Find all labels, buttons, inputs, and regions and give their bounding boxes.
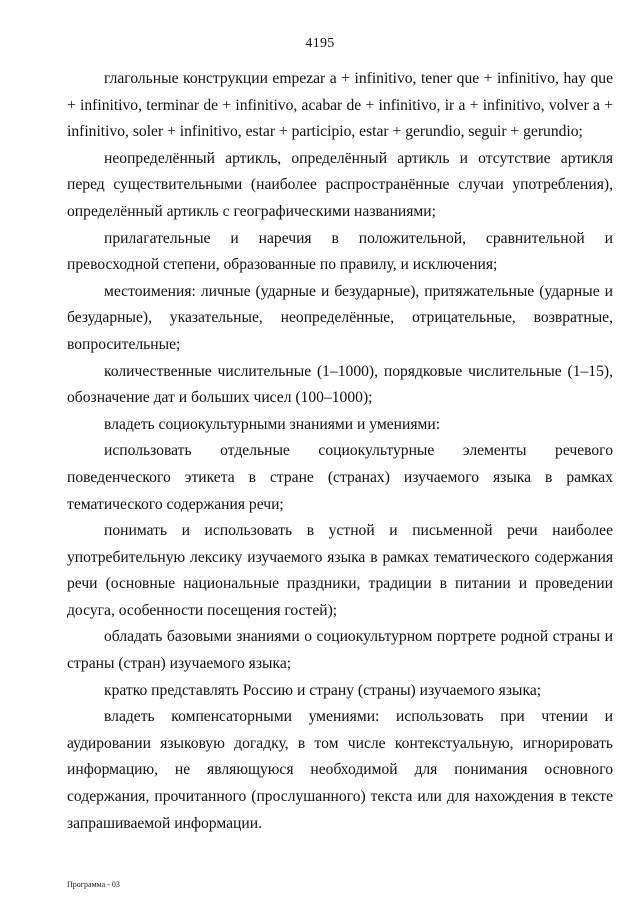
paragraph-articles: неопределённый артикль, определённый артикль и отсутствие артикля перед существительными (наиболее распространённые случаи употребления), определённый артикль с географическими названиями;	[67, 149, 613, 220]
paragraph-present-russia: кратко представлять Россию и страну (страны) изучаемого языка;	[104, 681, 542, 699]
paragraph-adjectives-adverbs: прилагательные и наречия в положительной, сравнительной и превосходной степени, образованные по правилу, и исключения;	[67, 229, 613, 274]
paragraph-speech-etiquette: использовать отдельные социокультурные элементы речевого поведенческого этикета в стране (странах) изучаемого языка в рамках тематического содержания речи;	[67, 442, 613, 513]
paragraph-compensatory-skills: владеть компенсаторными умениями: использовать при чтении и аудировании языковую догадку, в том числе контекстуальную, игнорировать информацию, не являющуюся необходимой для понимания основного содержания, прочитанного (прослушанного) текста или для нахождения в тексте запрашиваемой информации.	[67, 708, 613, 832]
page-footer: Программа - 03	[67, 880, 120, 889]
paragraph-sociocultural-heading: владеть социокультурными знаниями и умениями:	[104, 415, 441, 433]
paragraph-pronouns: местоимения: личные (ударные и безударные), притяжательные (ударные и безударные), указательные, неопределённые, отрицательные, возвратные, вопросительные;	[67, 282, 613, 353]
document-body	[67, 66, 613, 837]
page-number: 4195	[305, 36, 335, 51]
paragraph-verb-constructions: глагольные конструкции empezar a + infinitivo, tener que + infinitivo, hay que + infinitivo, terminar de + infinitivo, acabar de + infinitivo, ir a + infinitivo, volver a + infinitivo, soler + infinitivo, estar + participio, estar + gerundio, seguir + gerundio;	[67, 70, 613, 141]
paragraph-lexicon: понимать и использовать в устной и письменной речи наиболее употребительную лексику изучаемого языка в рамках тематического содержания речи (основные национальные праздники, традиции в питании и проведении досуга, особенности посещения гостей);	[67, 522, 613, 619]
paragraph-cultural-portrait: обладать базовыми знаниями о социокультурном портрете родной страны и страны (стран) изучаемого языка;	[67, 628, 613, 673]
paragraph-numerals: количественные числительные (1–1000), порядковые числительные (1–15), обозначение дат и больших чисел (100–1000);	[67, 362, 613, 407]
